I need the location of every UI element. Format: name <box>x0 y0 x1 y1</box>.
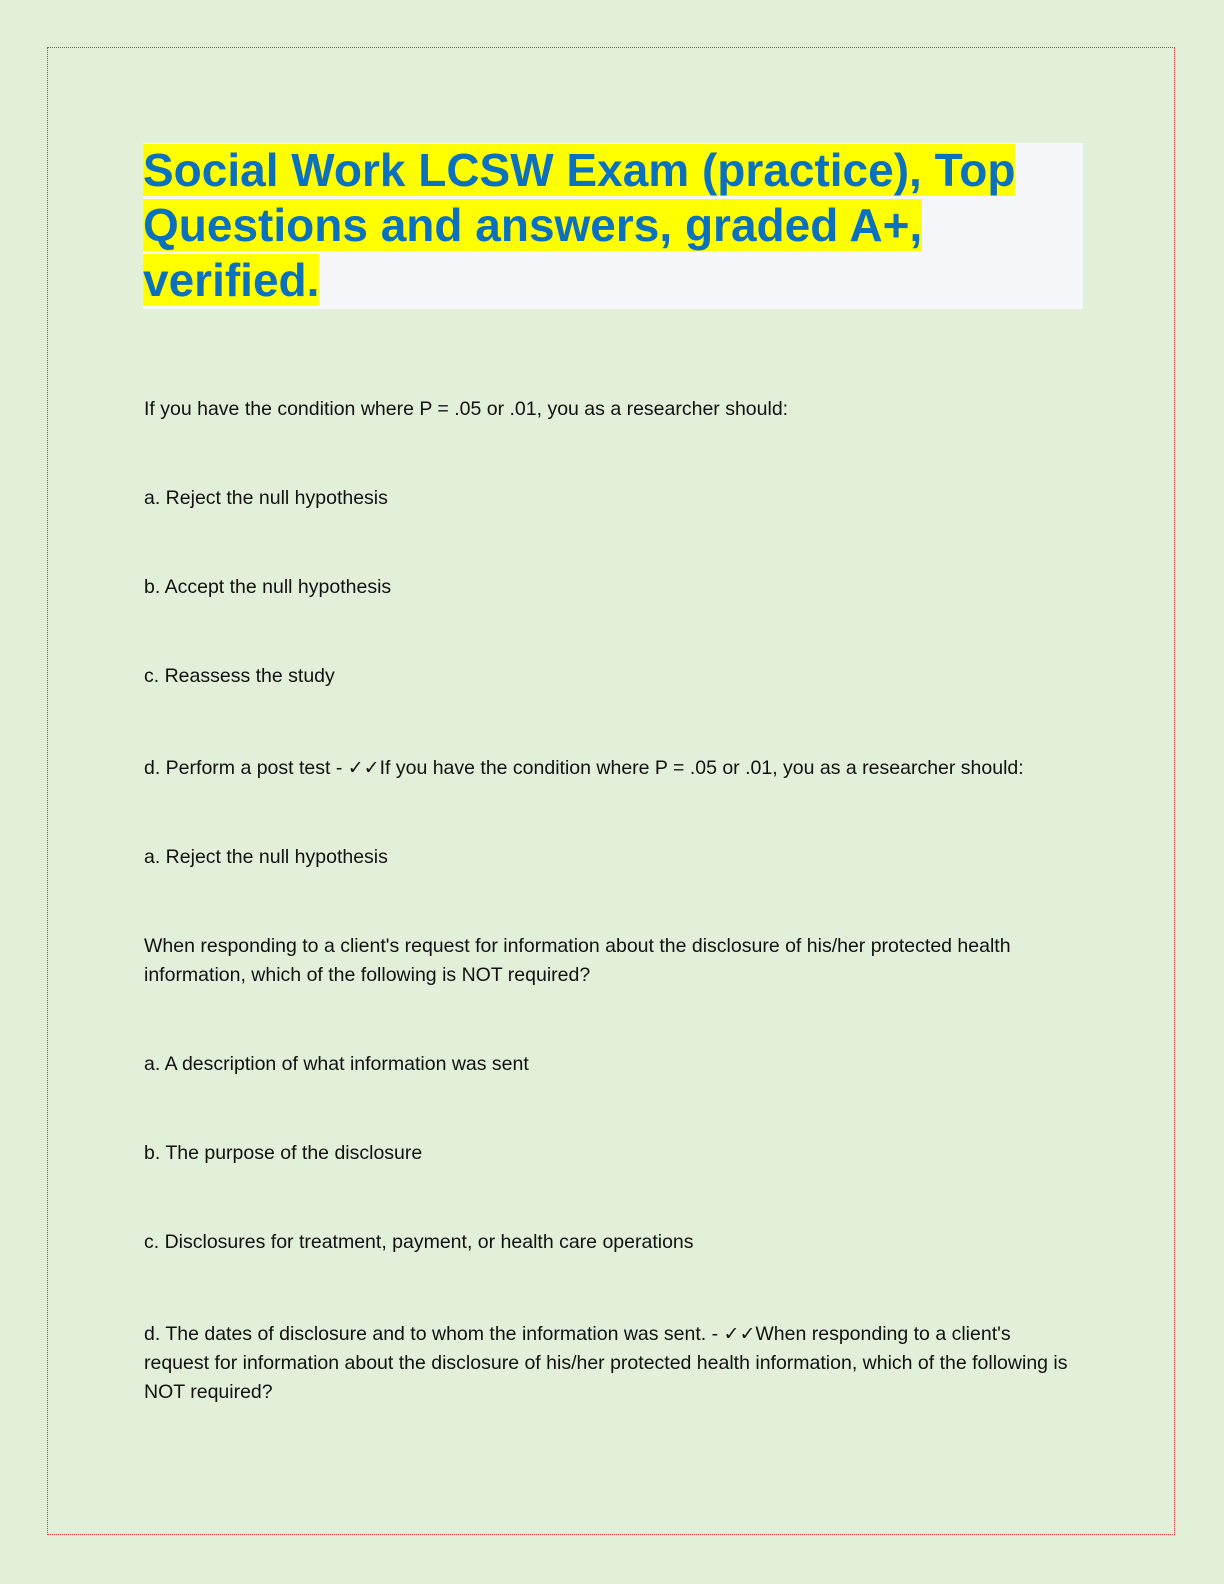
check-mark-icon: ✓✓ <box>347 757 380 779</box>
q1-question: If you have the condition where P = .05 or .01, you as a researcher should: <box>144 398 789 420</box>
check-mark-icon: ✓✓ <box>723 1323 756 1345</box>
title-block <box>143 143 1083 309</box>
q1-question-repeat: If you have the condition where P = .05 or .01, you as a researcher should: <box>379 757 1024 779</box>
q1-option-a: a. Reject the null hypothesis <box>144 487 388 509</box>
q2-option-c: c. Disclosures for treatment, payment, or health care operations <box>144 1231 694 1253</box>
q2-option-d-line <box>144 1320 1074 1407</box>
q2-option-b: b. The purpose of the disclosure <box>144 1142 423 1164</box>
q2-option-d: d. The dates of disclosure and to whom the information was sent. - <box>144 1323 724 1345</box>
q1-option-d: d. Perform a post test - <box>144 757 348 779</box>
q2-question-repeat: When responding to a client's request for information about the disclosure of his/her protected health information, which of the following is NOT required? <box>144 1323 1068 1403</box>
q2-option-a: a. A description of what information was sent <box>144 1053 529 1075</box>
title-highlight: Social Work LCSW Exam (practice), Top Questions and answers, graded A+, verified. <box>143 144 1016 306</box>
q1-option-d-line <box>144 754 1074 783</box>
q1-answer: a. Reject the null hypothesis <box>144 846 388 868</box>
document-title <box>143 143 1083 308</box>
q1-option-c: c. Reassess the study <box>144 665 335 687</box>
q1-option-b: b. Accept the null hypothesis <box>144 576 392 598</box>
q2-question: When responding to a client's request for information about the disclosure of his/her protected health information, which of the following is NOT required? <box>144 935 1011 986</box>
